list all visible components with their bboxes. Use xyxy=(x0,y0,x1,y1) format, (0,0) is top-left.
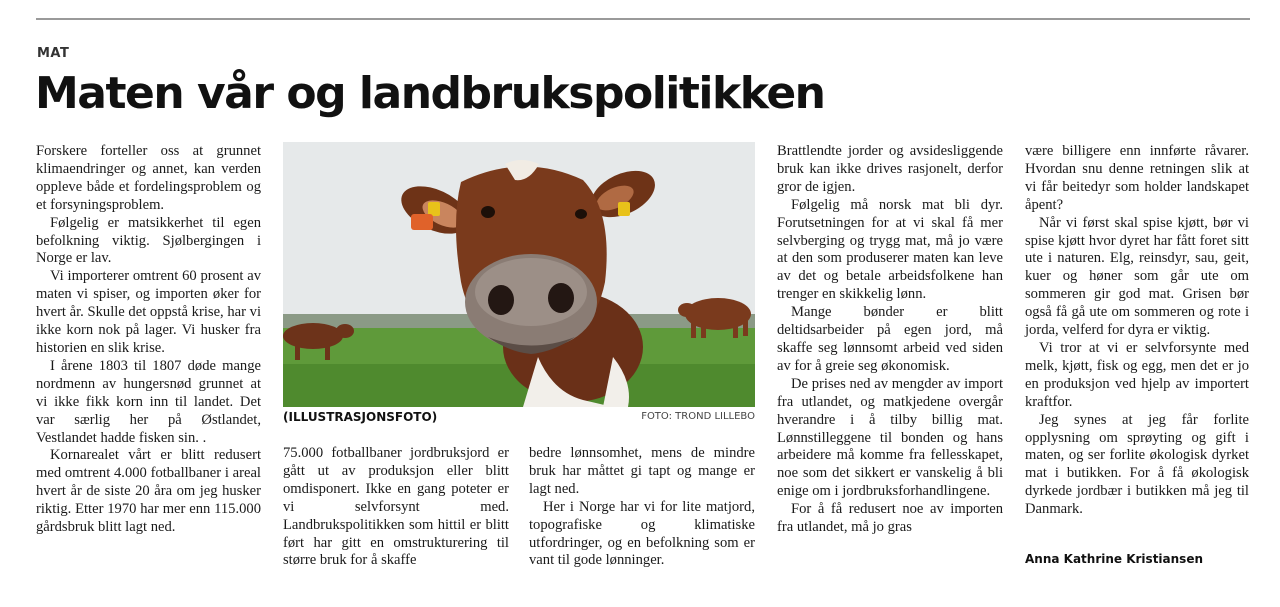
caption-label: (ILLUSTRASJONSFOTO) xyxy=(283,410,438,424)
paragraph: Her i Norge har vi for lite matjord, topografiske og klimatiske utfordringer, og en befolkning som er vant til gode lønninger. xyxy=(529,498,755,569)
paragraph: Vi importerer omtrent 60 prosent av maten vi spiser, og importen øker for hvert år. Skulle det oppstå krise, har vi ikke korn nok på lager. Vi husker fra historien en slik krise. xyxy=(36,268,261,356)
paragraph: Følgelig må norsk mat bli dyr. Forutsetningen for at vi skal få mer selvberging og trygg mat, må jo være at den som produserer maten kan leve av det og betale arbeidsfolkene han trenger en skikkelig lønn. xyxy=(777,196,1003,303)
paragraph: Vi tror at vi er selvforsynte med melk, kjøtt, fisk og egg, men det er jo en produksjon ved hjelp av importert kraftfor. xyxy=(1025,339,1249,410)
photo-credit: FOTO: TROND LILLEBO xyxy=(641,411,755,422)
paragraph: 75.000 fotballbaner jordbruksjord er gått ut av produksjon eller blitt omdisponert. Ikke en gang poteter er vi selvforsynt med. Landbrukspolitikken som hittil er blitt ført har gitt en omstrukturering til større bruk for å skaffe xyxy=(283,445,509,569)
top-rule xyxy=(36,18,1250,20)
paragraph: Mange bønder er blitt deltidsarbeider på egen jord, må skaffe seg lønnsomt arbeid ved siden av for å greie seg økonomisk. xyxy=(777,304,1003,374)
text-column-5 xyxy=(1025,143,1249,519)
paragraph: I årene 1803 til 1807 døde mange nordmenn av hungersnød grunnet at vi ikke fikk korn inn til landet. Det var særlig her på Østlandet, Vestlandet hadde fisken sin. . xyxy=(36,357,261,446)
paragraph: bedre lønnsomhet, mens de mindre bruk har måttet gi tapt og mange er lagt ned. xyxy=(529,445,755,497)
paragraph: Forskere forteller oss at grunnet klimaendringer og annet, kan verden oppleve både et fordelingsproblem og et forsyningsproblem. xyxy=(36,143,261,213)
text-column-2 xyxy=(283,445,509,570)
paragraph: Jeg synes at jeg får forlite opplysning om sprøyting og gift i maten, og ser forlite økologisk dyrket mat i butikken. For å få økologisk dyrkede jordbær i butikken må jeg til Danmark. xyxy=(1025,411,1249,518)
photo-caption xyxy=(283,410,755,426)
paragraph: Kornarealet vårt er blitt redusert med omtrent 4.000 fotballbaner i areal hvert år de siste 20 åra om jeg husker riktig. Etter 1970 har mer enn 115.000 gårdsbruk blitt lagt ned. xyxy=(36,447,261,536)
cow-photo xyxy=(283,142,755,407)
paragraph: Når vi først skal spise kjøtt, bør vi spise kjøtt hvor dyret har fått foret sitt ute i naturen. Elg, reinsdyr, sau, geit, kuer og høner som går ute om sommeren gir god mat. Grisen bør også få gå ute om sommeren og rote i jorda, velferd for dyra er viktig. xyxy=(1025,214,1249,339)
section-label: MAT xyxy=(37,46,70,61)
paragraph: For å få redusert noe av importen fra utlandet, må jo gras xyxy=(777,501,1003,536)
cow-illustration xyxy=(283,142,755,407)
article-headline: Maten vår og landbrukspolitikken xyxy=(35,68,825,119)
text-column-1 xyxy=(36,143,261,537)
paragraph: Brattlendte jorder og avsidesliggende bruk kan ikke drives rasjonelt, derfor gror de igjen. xyxy=(777,143,1003,195)
paragraph: være billigere enn innførte råvarer. Hvordan snu denne retningen slik at vi får beitedyr som holder landskapet åpent? xyxy=(1025,143,1249,213)
author-byline: Anna Kathrine Kristiansen xyxy=(1025,552,1204,566)
text-column-3 xyxy=(529,445,755,570)
paragraph: Følgelig er matsikkerhet til egen befolkning viktig. Sjølbergingen i Norge er lav. xyxy=(36,214,261,267)
text-column-4 xyxy=(777,143,1003,537)
paragraph: De prises ned av mengder av import fra utlandet, og matkjedene overgår hverandre i å tilby billig mat. Lønnstilleggene til bonden og hans arbeidere må komme fra fellesskapet, noe som det sikkert er vanskelig å bli enige om i jordbruksforhandlingene. xyxy=(777,375,1003,500)
